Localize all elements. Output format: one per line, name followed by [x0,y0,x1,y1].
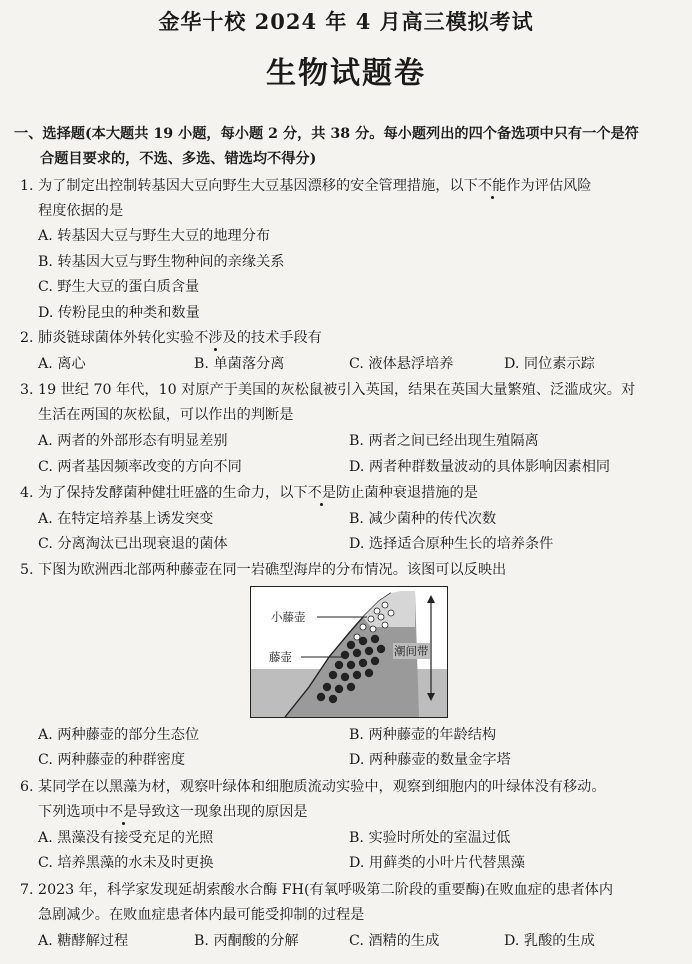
q2-option-c[interactable]: C. 液体悬浮培养 [349,356,454,372]
q4-stem [20,483,478,503]
q7-option-c[interactable]: C. 酒精的生成 [349,933,440,949]
q6-option-d[interactable]: D. 用藓类的小叶片代替黑藻 [349,855,525,871]
q1-option-a[interactable]: A. 转基因大豆与野生大豆的地理分布 [38,228,271,244]
q4-option-c[interactable]: C. 分离淘汰已出现衰退的菌体 [38,536,228,552]
q2-stem [20,328,322,348]
q3-option-a[interactable]: A. 两者的外部形态有明显差别 [38,433,228,449]
figure-label-intertidal: 潮间带 [394,644,429,658]
q2-stem-pre: 2. 肺炎链球菌体外转化实验 [20,330,195,346]
q4-option-a[interactable]: A. 在特定培养基上诱发突变 [38,511,214,527]
q6-option-b[interactable]: B. 实验时所处的室温过低 [349,830,511,846]
q7-option-a[interactable]: A. 糖酵解过程 [38,933,129,949]
q1-stem-pre: 1. 为了制定出控制转基因大豆向野生大豆基因漂移的安全管理措施，以下 [20,178,478,194]
q1-stem-line2: 程度依据的是 [38,203,124,219]
q7-stem-line2: 急剧减少。在败血症患者体内最可能受抑制的过程是 [38,907,365,923]
barnacle-distribution-figure [250,586,448,718]
figure-label-barnacle: 藤壶 [269,650,292,664]
q4-stem-post: 防止菌种衰退措施的是 [336,485,478,501]
q3-option-b[interactable]: B. 两者之间已经出现生殖隔离 [349,433,539,449]
q6-option-a[interactable]: A. 黑藻没有接受充足的光照 [38,830,214,846]
zone-arrow-top [427,595,435,603]
q1-stem-post: 作为评估风险 [506,178,592,194]
q3-option-c[interactable]: C. 两者基因频率改变的方向不同 [38,459,242,475]
q6-stem-emphasis: 不是 [108,804,138,820]
q6-stem-post: 导致这一现象出现的原因是 [137,804,308,820]
q4-stem-emphasis: 不是 [307,485,337,501]
q7-option-d[interactable]: D. 乳酸的生成 [504,933,595,949]
q2-stem-emphasis: 不涉及 [194,330,237,346]
q6-stem-line2 [38,802,308,822]
q1-option-d[interactable]: D. 传粉昆虫的种类和数量 [38,305,200,321]
q2-option-a[interactable]: A. 离心 [38,356,86,372]
q5-stem: 5. 下图为欧洲西北部两种藤壶在同一岩礁型海岸的分布情况。该图可以反映出 [20,562,507,578]
q4-stem-pre: 4. 为了保持发酵菌种健壮旺盛的生命力，以下 [20,485,308,501]
q3-stem-line1: 3. 19 世纪 70 年代，10 对原产于美国的灰松鼠被引入英国，结果在英国大量繁殖、泛滥成灾。对 [20,382,636,398]
q1-option-b[interactable]: B. 转基因大豆与野生物种间的亲缘关系 [38,254,285,270]
q4-option-d[interactable]: D. 选择适合原种生长的培养条件 [349,536,554,552]
q5-option-d[interactable]: D. 两种藤壶的数量金字塔 [349,752,511,768]
section-instruction-line2: 合题目要求的，不选、多选、错选均不得分) [40,151,317,167]
q5-option-a[interactable]: A. 两种藤壶的部分生态位 [38,727,200,743]
q5-option-c[interactable]: C. 两种藤壶的种群密度 [38,752,186,768]
figure-label-small-barnacle: 小藤壶 [271,610,306,624]
q1-option-c[interactable]: C. 野生大豆的蛋白质含量 [38,279,200,295]
q4-option-b[interactable]: B. 减少菌种的传代次数 [349,511,497,527]
q6-option-c[interactable]: C. 培养黑藻的水未及时更换 [38,855,214,871]
q7-stem-line1: 7. 2023 年，科学家发现延胡索酸水合酶 FH(有氧呼吸第二阶段的重要酶)在败血症的患者体内 [20,882,614,898]
q1-stem-emphasis: 不能 [477,178,507,194]
q6-stem-line1: 6. 某同学在以黑藻为材，观察叶绿体和细胞质流动实验中，观察到细胞内的叶绿体没有移动。 [20,779,606,795]
q3-option-d[interactable]: D. 两者种群数量波动的具体影响因素相同 [349,459,611,475]
paper-subtitle: 生物试题卷 [266,56,426,91]
q2-stem-post: 的技术手段有 [236,330,322,346]
q5-option-b[interactable]: B. 两种藤壶的年龄结构 [349,727,497,743]
q1-stem [20,176,591,196]
q6-stem-pre: 下列选项中 [38,804,109,820]
q7-option-b[interactable]: B. 丙酮酸的分解 [194,933,299,949]
q2-option-b[interactable]: B. 单菌落分离 [194,356,285,372]
q3-stem-line2: 生活在两国的灰松鼠，可以作出的判断是 [38,407,294,423]
q2-option-d[interactable]: D. 同位素示踪 [504,356,595,372]
section-instruction-line1: 一、选择题(本大题共 19 小题，每小题 2 分，共 38 分。每小题列出的四个备选项中只有一个是符 [14,126,639,142]
exam-title: 金华十校 2024 年 4 月高三模拟考试 [158,9,534,34]
